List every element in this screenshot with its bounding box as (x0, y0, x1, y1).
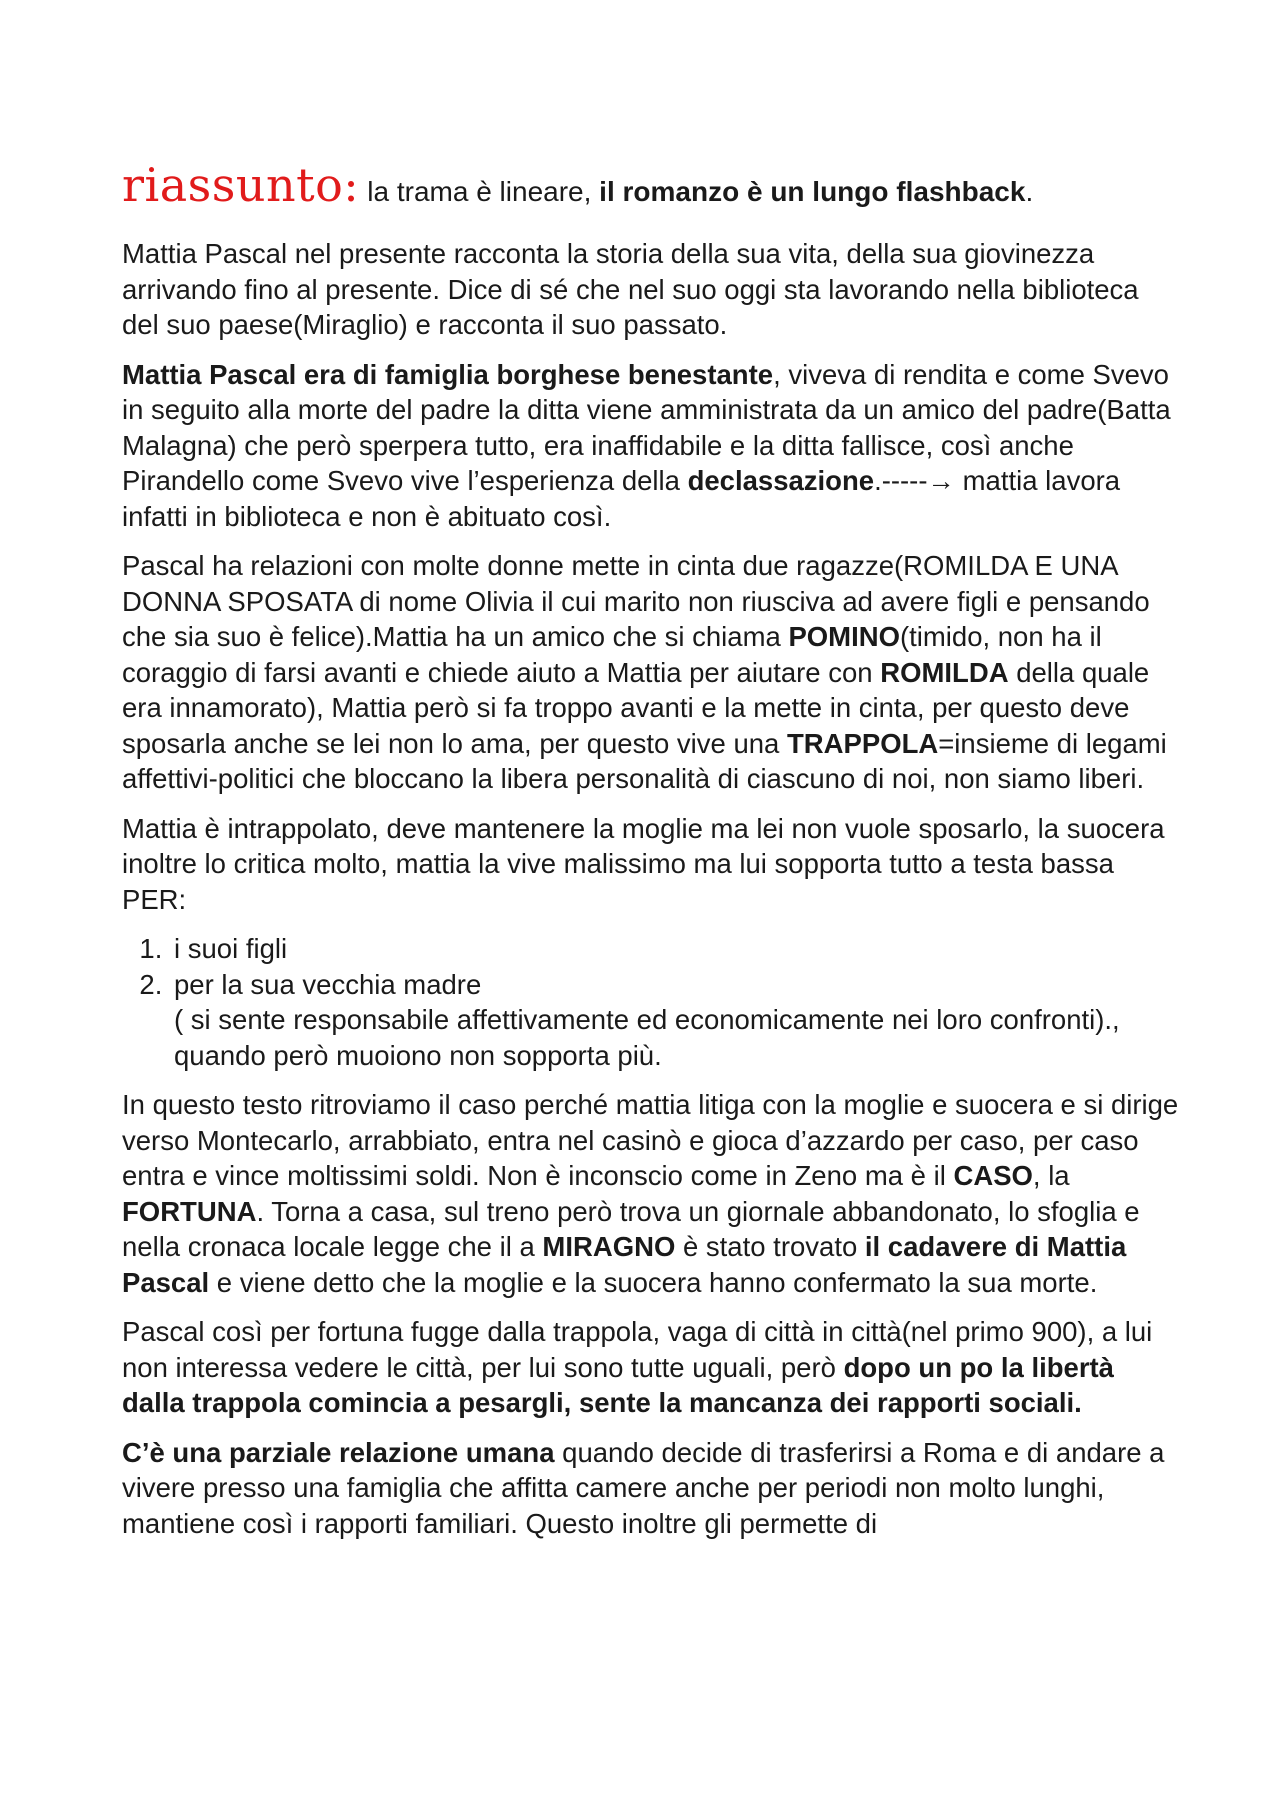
paragraph-rome (122, 1435, 1180, 1542)
body-text: Pascal così per fortuna fugge dalla trappola, vaga di città in città(nel primo 900), a lui non interessa vedere le città, per lui sono tutte uguali, però (122, 1316, 1153, 1383)
body-text: Pascal ha relazioni con molte donne mette in cinta due ragazze(ROMILDA E UNA DONNA SPOSATA di nome Olivia il cui marito non riusciva ad avere figli e pensando che sia suo è felice).Mattia ha un amico che si chiama (122, 550, 1150, 652)
heading-word: riassunto: (122, 158, 360, 212)
list-item-text: per la sua vecchia madre (174, 968, 482, 1000)
bold-text: C’è una parziale relazione umana (122, 1436, 555, 1468)
heading-bold-text: il romanzo è un lungo flashback (599, 176, 1026, 207)
bold-text: FORTUNA (122, 1195, 257, 1227)
bold-text: MIRAGNO (542, 1231, 676, 1262)
bold-text: Mattia Pascal era di famiglia borghese benestante (122, 358, 774, 390)
paragraph-trapped: Mattia è intrappolato, deve mantenere la moglie ma lei non vuole sposarlo, la suocera inoltre lo critica molto, mattia la vive malissimo ma lui sopporta tutto a testa bassa PER: (122, 812, 1165, 915)
body-text: e viene detto che la moglie e la suocera hanno confermato la sua morte. (209, 1266, 1098, 1298)
bold-text: il cadavere di Mattia Pascal (122, 1231, 1127, 1298)
bold-text: POMINO (788, 621, 900, 652)
reasons-list (122, 931, 1180, 1073)
bold-text: dopo un po la libertà dalla trappola comincia a pesargli, sente la mancanza dei rapporti sociali. (122, 1351, 1114, 1418)
heading-subtitle (367, 176, 1033, 207)
body-text: , viveva di rendita e come Svevo in seguito alla morte del padre la ditta viene amministrata da un amico del padre(Batta Malagna) che però sperpera tutto, era inaffidabile e la ditta fallisce, così anche Pirandello come Svevo vive l’esperienza della (122, 358, 1171, 496)
body-text: è stato trovato (675, 1231, 865, 1262)
bold-text: CASO (953, 1160, 1033, 1191)
paragraph-escape (122, 1314, 1180, 1421)
list-item-note: ( si sente responsabile affettivamente ed economicamente nei loro confronti)., quando però muoiono non sopporta più. (174, 1004, 1120, 1071)
body-text: .-----→ mattia lavora infatti in biblioteca e non è abituato così. (122, 465, 1121, 532)
bold-text: declassazione (687, 465, 875, 496)
body-text: . Torna a casa, sul treno però trova un giornale abbandonato, lo sfoglia e nella cronaca locale legge che il a (122, 1195, 1140, 1262)
heading-end: . (1025, 176, 1034, 207)
heading-plain-text: la trama è lineare, (367, 176, 592, 207)
body-text: , la (1032, 1160, 1070, 1191)
summary-heading (122, 158, 1180, 220)
paragraph-chance (122, 1087, 1180, 1300)
paragraph-relations (122, 548, 1180, 797)
paragraph-family (122, 357, 1180, 535)
body-text: quando decide di trasferirsi a Roma e di andare a vivere presso una famiglia che affitta camere anche per periodi non molto lunghi, mantiene così i rapporti familiari. Questo inoltre gli permette di (122, 1436, 1165, 1539)
list-item-text: i suoi figli (174, 933, 288, 964)
body-text: =insieme di legami affettivi-politici che bloccano la libera personalità di ciascuno di noi, non siamo liberi. (122, 727, 1167, 794)
body-text: (timido, non ha il coraggio di farsi avanti e chiede aiuto a Mattia per aiutare con (122, 621, 1102, 688)
list-item (170, 931, 1180, 967)
paragraph-intro: Mattia Pascal nel presente racconta la storia della sua vita, della sua giovinezza arrivando fino al presente. Dice di sé che nel suo oggi sta lavorando nella biblioteca del suo paese(Miraglio) e racconta il suo passato. (122, 238, 1139, 340)
body-text: In questo testo ritroviamo il caso perché mattia litiga con la moglie e suocera e si dirige verso Montecarlo, arrabbiato, entra nel casinò e gioca d’azzardo per caso, per caso entra e vince moltissimi soldi. Non è inconscio come in Zeno ma è il (122, 1089, 1179, 1191)
bold-text: ROMILDA (880, 656, 1009, 688)
bold-text: TRAPPOLA (787, 727, 939, 759)
list-item (170, 967, 1180, 1074)
body-text: della quale era innamorato), Mattia però si fa troppo avanti e la mette in cinta, per questo deve sposarla anche se lei non lo ama, per questo vive una (122, 656, 1150, 759)
